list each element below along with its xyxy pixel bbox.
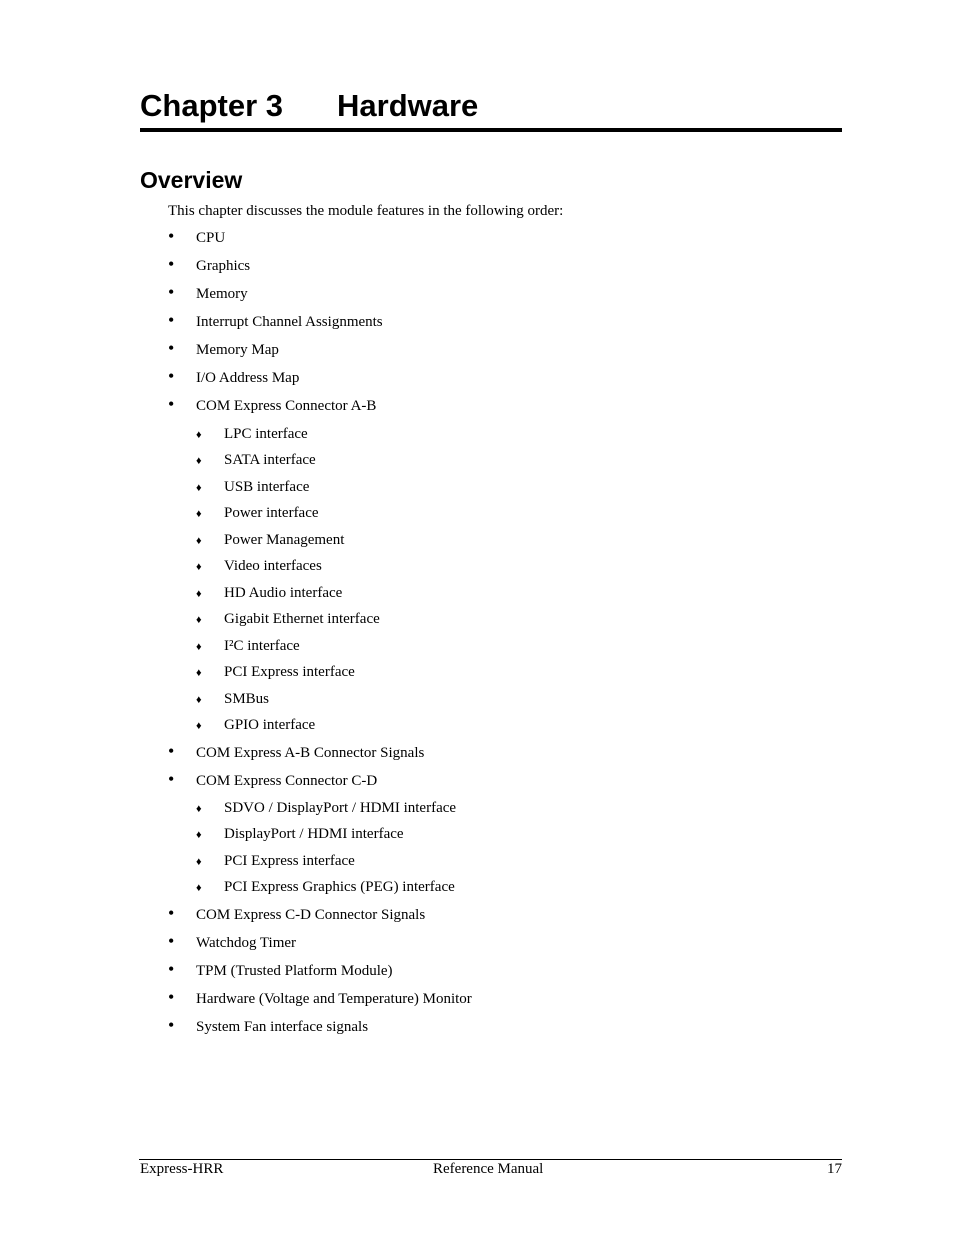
diamond-bullet-icon: ♦ (196, 535, 202, 547)
footer-doc-title: Reference Manual (433, 1161, 544, 1177)
list-item-label: COM Express Connector A-B (196, 398, 377, 414)
list-item-label: Gigabit Ethernet interface (224, 611, 380, 627)
list-item-label: PCI Express Graphics (PEG) interface (224, 879, 455, 895)
bullet-icon: • (168, 959, 175, 979)
diamond-bullet-icon: ♦ (196, 561, 202, 573)
diamond-bullet-icon: ♦ (196, 429, 202, 441)
list-item-label: Memory (196, 286, 248, 302)
diamond-bullet-icon: ♦ (196, 694, 202, 706)
diamond-bullet-icon: ♦ (196, 882, 202, 894)
list-item-label: I²C interface (224, 638, 300, 654)
bullet-icon: • (168, 310, 175, 330)
diamond-bullet-icon: ♦ (196, 720, 202, 732)
list-item-label: COM Express A-B Connector Signals (196, 745, 425, 761)
diamond-bullet-icon: ♦ (196, 614, 202, 626)
list-item-label: SDVO / DisplayPort / HDMI interface (224, 800, 457, 816)
bullet-icon: • (168, 903, 175, 923)
footer-page-number: 17 (827, 1161, 842, 1177)
list-item-label: PCI Express interface (224, 853, 355, 869)
diamond-bullet-icon: ♦ (196, 508, 202, 520)
section-title: Overview (140, 167, 243, 193)
list-item-label: Graphics (196, 258, 251, 274)
diamond-bullet-icon: ♦ (196, 667, 202, 679)
list-item-label: SATA interface (224, 452, 316, 468)
intro-paragraph: This chapter discusses the module features in the following order: (168, 203, 564, 219)
list-item-label: System Fan interface signals (196, 1019, 369, 1035)
bullet-icon: • (168, 769, 175, 789)
list-item-label: GPIO interface (224, 717, 316, 733)
bullet-icon: • (168, 1015, 175, 1035)
bullet-icon: • (168, 741, 175, 761)
list-item-label: Watchdog Timer (196, 935, 297, 951)
list-item-label: I/O Address Map (196, 370, 300, 386)
list-item-label: PCI Express interface (224, 664, 355, 680)
bullet-icon: • (168, 254, 175, 274)
list-item-label: Power interface (224, 505, 319, 521)
bullet-icon: • (168, 394, 175, 414)
list-item-label: TPM (Trusted Platform Module) (196, 963, 393, 979)
list-item-label: Hardware (Voltage and Temperature) Monitor (196, 991, 472, 1007)
diamond-bullet-icon: ♦ (196, 588, 202, 600)
diamond-bullet-icon: ♦ (196, 856, 202, 868)
list-item-label: DisplayPort / HDMI interface (224, 826, 404, 842)
chapter-rule (140, 128, 842, 132)
bullet-icon: • (168, 931, 175, 951)
list-item-label: CPU (196, 230, 226, 246)
diamond-bullet-icon: ♦ (196, 641, 202, 653)
bullet-icon: • (168, 226, 175, 246)
diamond-bullet-icon: ♦ (196, 455, 202, 467)
list-item-label: USB interface (224, 479, 310, 495)
diamond-bullet-icon: ♦ (196, 482, 202, 494)
list-item-label: SMBus (224, 691, 270, 707)
list-item-label: Memory Map (196, 342, 279, 358)
list-item-label: HD Audio interface (224, 585, 343, 601)
chapter-heading (140, 86, 842, 126)
chapter-title: Hardware (337, 88, 479, 123)
bullet-icon: • (168, 282, 175, 302)
list-item-label: COM Express Connector C-D (196, 773, 378, 789)
footer-product: Express-HRR (140, 1161, 224, 1177)
chapter-number: Chapter 3 (140, 88, 283, 123)
list-item-label: LPC interface (224, 426, 308, 442)
list-item-label: Interrupt Channel Assignments (196, 314, 383, 330)
bullet-icon: • (168, 338, 175, 358)
diamond-bullet-icon: ♦ (196, 803, 202, 815)
list-item-label: Video interfaces (224, 558, 322, 574)
bullet-icon: • (168, 987, 175, 1007)
list-item-label: COM Express C-D Connector Signals (196, 907, 426, 923)
diamond-bullet-icon: ♦ (196, 829, 202, 841)
list-item-label: Power Management (224, 532, 345, 548)
bullet-icon: • (168, 366, 175, 386)
